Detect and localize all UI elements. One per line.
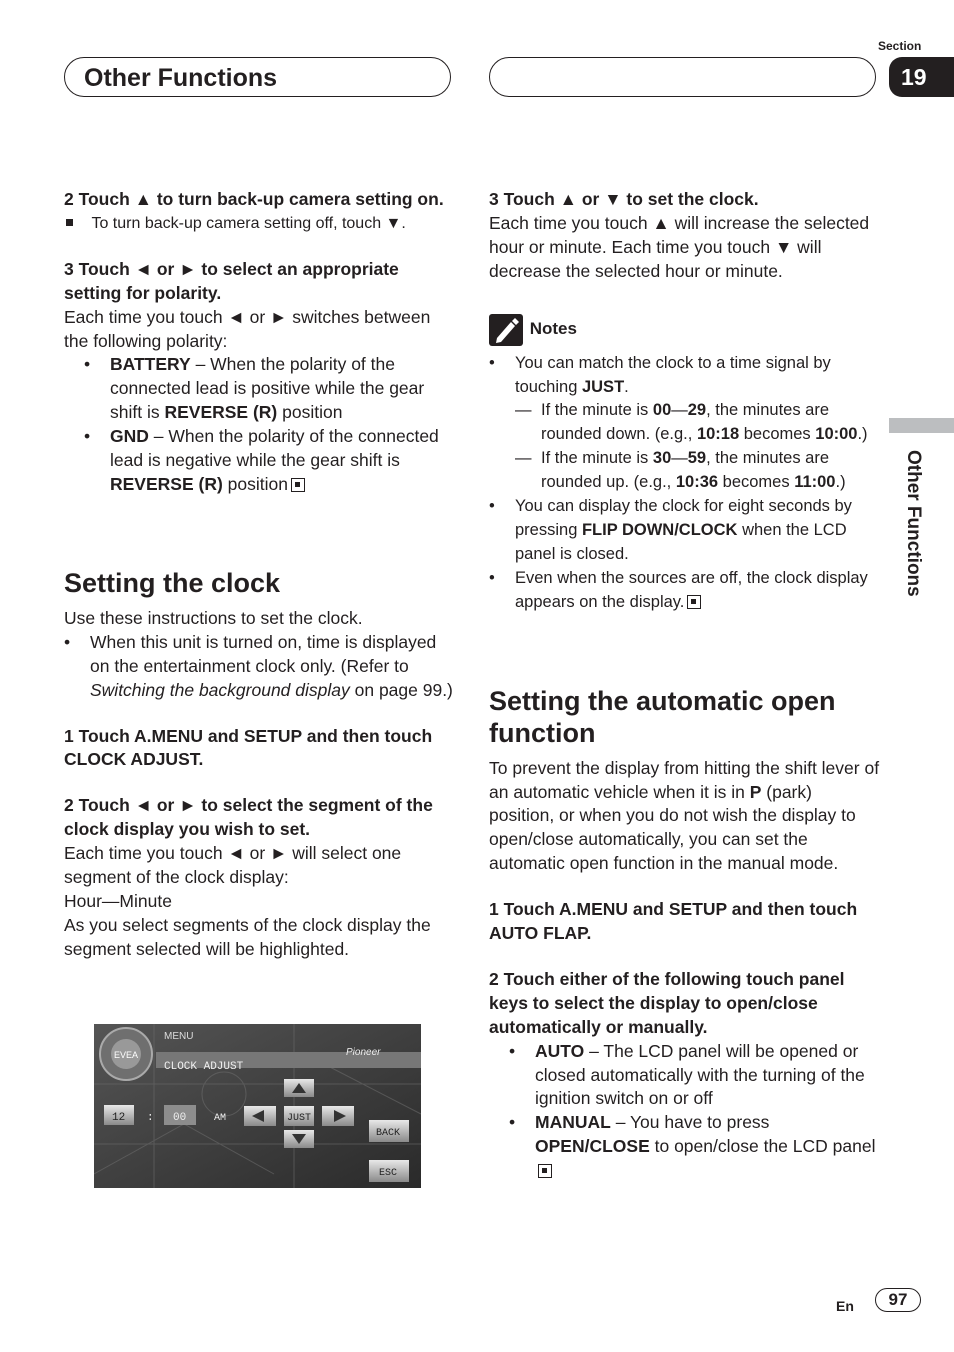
right-column (489, 188, 881, 1183)
screen-back-button: BACK (376, 1128, 401, 1139)
auto-open-intro: To prevent the display from hitting the shift lever of an automatic vehicle when it is in P (park) position, or when you do not wish the display to open/close automatically, you can set the automatic open function in the manual mode. (489, 757, 880, 874)
right-step3-title: 3 Touch ▲ or ▼ to set the clock. (489, 189, 759, 209)
note-1-dash-2: — If the minute is 30—59, the minutes are rounded up. (e.g., 10:36 becomes 11:00.) (515, 449, 846, 492)
clock-step2: 2 Touch ◄ or ► to select the segment of the clock display you wish to set. (64, 795, 433, 840)
end-mark-icon (538, 1164, 552, 1178)
clock-adjust-screen-image (94, 1024, 421, 1188)
page-number: 97 (875, 1288, 921, 1312)
auto-item: • AUTO – The LCD panel will be opened or closed automatically with the turning of the ignition switch on or off (509, 1040, 865, 1109)
step3-title: 3 Touch ◄ or ► to select an appropriate setting for polarity. (64, 258, 399, 303)
screen-minute: 00 (173, 1112, 187, 1124)
clock-step2-body2: Hour—Minute (64, 890, 172, 911)
screen-brand: Pioneer (346, 1047, 381, 1058)
note-1-dash-1: — If the minute is 00—29, the minutes are rounded down. (e.g., 10:18 becomes 10:00.) (515, 401, 868, 444)
screen-hour: 12 (112, 1112, 126, 1124)
side-tab-text: Other Functions (903, 450, 924, 597)
auto-step2: 2 Touch either of the following touch panel keys to select the display to open/close automatically or manually. (489, 968, 845, 1037)
screen-logo: EVEA (113, 1050, 139, 1060)
section-number: 19 (889, 57, 954, 97)
notes-header: Notes (489, 314, 881, 346)
header-blank-pill (489, 57, 876, 97)
header-title-pill (64, 57, 451, 97)
end-mark-icon (291, 478, 305, 492)
clock-step2-body3: As you select segments of the clock display the segment selected will be highlighted. (64, 914, 431, 959)
screen-esc-button: ESC (379, 1168, 398, 1179)
section-label: Section (878, 39, 922, 53)
page-title: Other Functions (84, 64, 278, 92)
footer-language: En (836, 1298, 854, 1314)
auto-open-heading: Setting the automatic open function (489, 685, 836, 748)
note-2: • You can display the clock for eight seconds by pressing FLIP DOWN/CLOCK when the LCD panel is closed. (489, 497, 852, 563)
clock-bullet: • When this unit is turned on, time is displayed on the entertainment clock only. (Refer to Switching the background display on page 99.) (64, 631, 453, 700)
right-step3-body: Each time you touch ▲ will increase the selected hour or minute. Each time you touch ▼ will decrease the selected hour or minute. (489, 212, 870, 281)
end-mark-icon (687, 595, 701, 609)
step2-title: 2 Touch ▲ to turn back-up camera setting on. (64, 189, 444, 209)
pencil-notes-icon (489, 314, 523, 346)
auto-step1: 1 Touch A.MENU and SETUP and then touch AUTO FLAP. (489, 899, 858, 944)
screen-title: CLOCK ADJUST (164, 1061, 244, 1073)
clock-step2-body1: Each time you touch ◄ or ► will select one segment of the clock display: (64, 843, 402, 888)
note-1: • You can match the clock to a time signal by touching JUST. (489, 353, 831, 396)
clock-heading: Setting the clock (64, 567, 281, 598)
screen-graphic (94, 1024, 421, 1188)
step3-body: Each time you touch ◄ or ► switches between the following polarity: (64, 306, 431, 351)
gnd-item: • GND – When the polarity of the connected lead is negative while the gear shift is REVERSE (R) position (84, 426, 439, 494)
screen-colon: : (147, 1112, 154, 1124)
step2-bullet: To turn back-up camera setting off, touch ▼. (64, 212, 456, 236)
battery-item: • BATTERY – When the polarity of the connected lead is positive while the gear shift is REVERSE (R) position (84, 354, 425, 423)
left-column (64, 188, 456, 962)
screen-just-button: JUST (287, 1113, 312, 1124)
screen-ampm: AM (214, 1113, 227, 1124)
clock-step1: 1 Touch A.MENU and SETUP and then touch CLOCK ADJUST. (64, 725, 433, 770)
square-bullet-icon (66, 219, 73, 226)
clock-intro: Use these instructions to set the clock. (64, 607, 363, 628)
manual-item: • MANUAL – You have to press OPEN/CLOSE to open/close the LCD panel (509, 1111, 881, 1183)
screen-menu-label: MENU (164, 1031, 194, 1042)
note-3: • Even when the sources are off, the clock display appears on the display. (489, 568, 868, 611)
side-tab-bar (889, 418, 954, 433)
